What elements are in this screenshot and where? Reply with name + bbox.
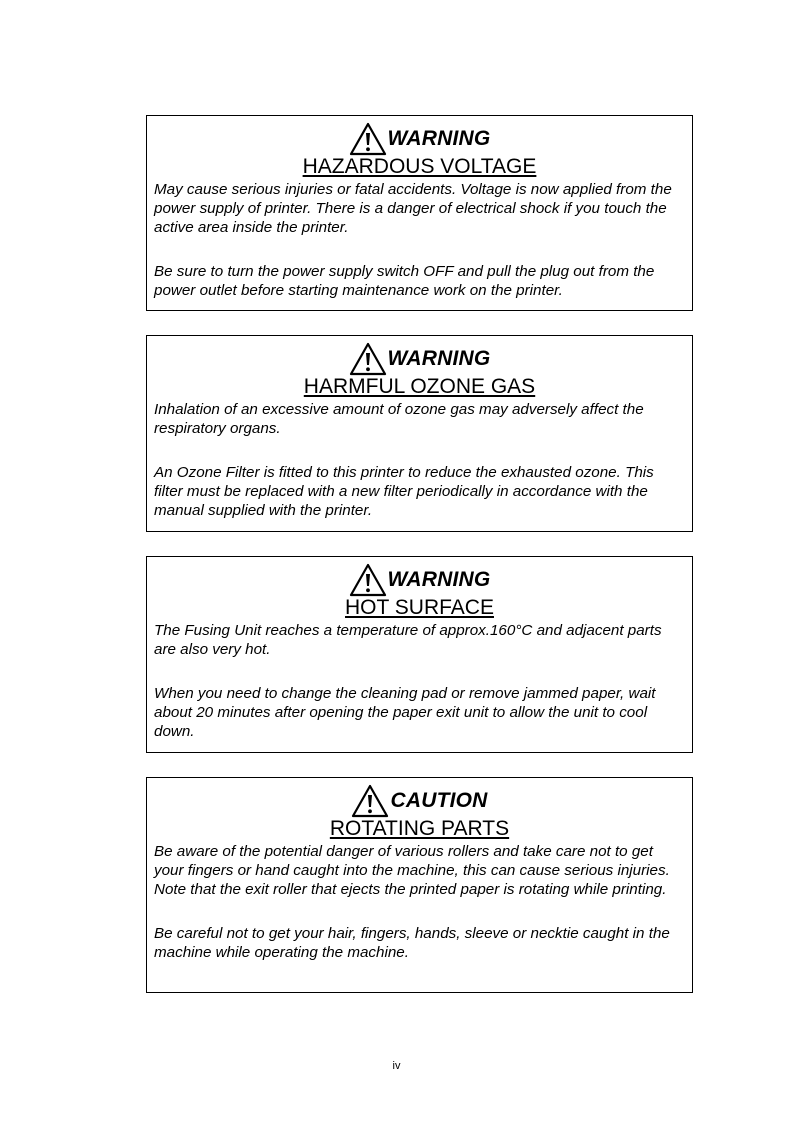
notice-title: HOT SURFACE (345, 596, 494, 619)
notice-title: ROTATING PARTS (329, 817, 510, 840)
warning-box-hot-surface (146, 556, 693, 753)
notice-header (154, 340, 685, 378)
warning-box-hazardous-voltage (146, 115, 693, 311)
notice-header (154, 561, 685, 599)
notice-paragraph: When you need to change the cleaning pad or remove jammed paper, wait about 20 minutes after opening the paper exit unit to allow the unit to cool down. (154, 685, 656, 740)
notice-paragraph: May cause serious injuries or fatal accidents. Voltage is now applied from the power supply of printer. There is a danger of electrical shock if you touch the active area inside the printer. (154, 181, 672, 236)
warning-box-harmful-ozone-gas (146, 335, 693, 532)
notice-heading: CAUTION (390, 789, 488, 812)
page-number: iv (392, 1060, 401, 1072)
warning-triangle-icon (349, 122, 387, 156)
caution-triangle-icon (351, 784, 389, 818)
notice-paragraph: Inhalation of an excessive amount of ozone gas may adversely affect the respiratory organs. (154, 401, 644, 437)
warning-triangle-icon (349, 342, 387, 376)
notice-header (154, 120, 685, 158)
notice-heading: WARNING (387, 347, 491, 370)
notice-paragraph: Be careful not to get your hair, fingers, hands, sleeve or necktie caught in the machine while operating the machine. (154, 925, 670, 961)
notice-title: HARMFUL OZONE GAS (303, 375, 536, 398)
notice-heading: WARNING (387, 568, 491, 591)
notice-heading: WARNING (387, 127, 491, 150)
notice-paragraph: Be sure to turn the power supply switch OFF and pull the plug out from the power outlet before starting maintenance work on the printer. (154, 263, 655, 299)
warning-triangle-icon (349, 563, 387, 597)
caution-box-rotating-parts (146, 777, 693, 993)
notice-header (154, 782, 685, 820)
notice-paragraph: Be aware of the potential danger of various rollers and take care not to get your fingers or hand caught into the machine, this can cause serious injuries. Note that the exit roller that ejects the printed paper is rotating while printing. (154, 843, 670, 898)
notice-paragraph: An Ozone Filter is fitted to this printer to reduce the exhausted ozone. This filter must be replaced with a new filter periodically in accordance with the manual supplied with the printer. (154, 464, 654, 519)
notice-title: HAZARDOUS VOLTAGE (302, 155, 537, 178)
notice-paragraph: The Fusing Unit reaches a temperature of approx.160°C and adjacent parts are also very hot. (154, 622, 662, 658)
